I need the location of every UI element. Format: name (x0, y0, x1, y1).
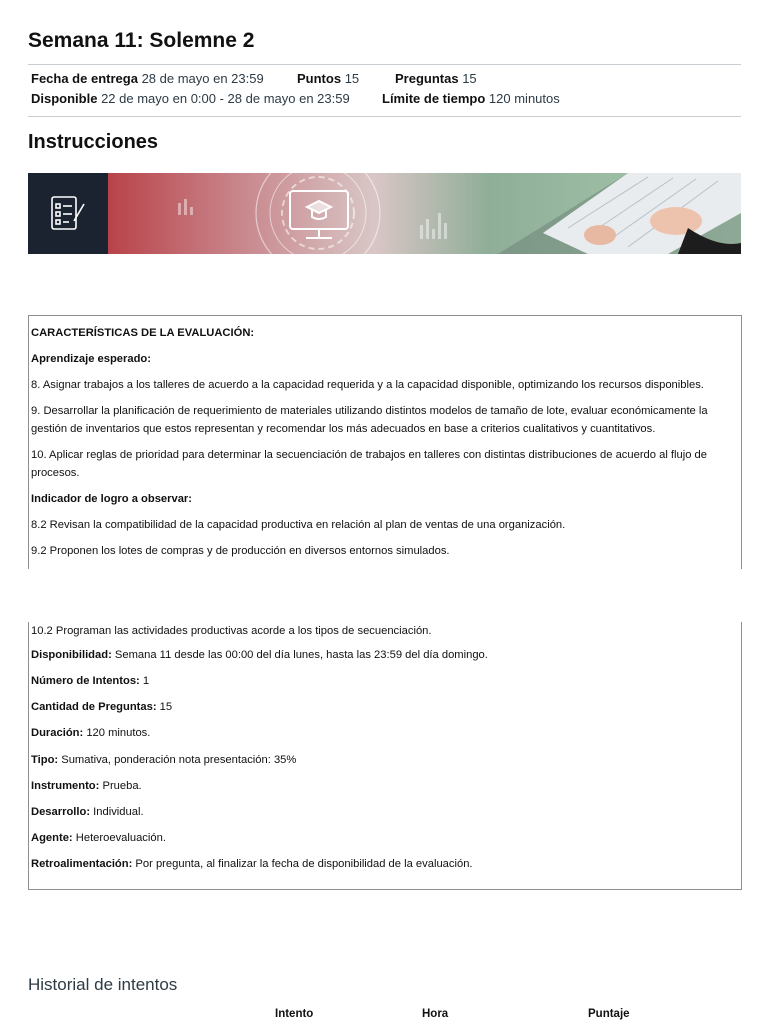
field-agent: Agente: Heteroevaluación. (31, 832, 166, 844)
questions-value: 15 (462, 71, 477, 86)
due-label: Fecha de entrega (31, 71, 138, 86)
available-label: Disponible (31, 91, 98, 106)
evaluation-details-box (28, 315, 742, 569)
questions (395, 71, 477, 86)
field-attempts: Número de Intentos: 1 (31, 675, 150, 687)
field-duration: Duración: 120 minutos. (31, 727, 151, 739)
learning-item: 10. Aplicar reglas de prioridad para determinar la secuenciación de trabajos en talleres con distintas distribuciones de acuerdo al flujo de procesos. (31, 449, 707, 479)
time-limit-value: 120 minutos (488, 91, 560, 106)
attempt-history-title: Historial de intentos (28, 975, 178, 994)
indicator-item: 8.2 Revisan la compatibilidad de la capacidad productiva en relación al plan de ventas de una organización. (31, 519, 566, 531)
column-header-time: Hora (422, 1008, 449, 1020)
due-value: 28 de mayo en 23:59 (141, 71, 264, 86)
divider (28, 64, 741, 65)
field-availability: Disponibilidad: Semana 11 desde las 00:00 del día lunes, hasta las 23:59 del día domingo. (31, 649, 488, 661)
quiz-title: Semana 11: Solemne 2 (28, 29, 255, 52)
indicator-heading: Indicador de logro a observar: (31, 493, 193, 505)
field-questions: Cantidad de Preguntas: 15 (31, 701, 173, 713)
time-limit-label: Límite de tiempo (382, 91, 486, 106)
points-value: 15 (344, 71, 360, 86)
features-heading: CARACTERÍSTICAS DE LA EVALUACIÓN: (31, 327, 255, 339)
learning-item: 8. Asignar trabajos a los talleres de acuerdo a la capacidad requerida y a la capacidad disponible, optimizando los recursos disponibles. (31, 379, 704, 391)
column-header-attempt: Intento (275, 1008, 314, 1020)
divider (28, 116, 741, 117)
field-type: Tipo: Sumativa, ponderación nota presentación: 35% (31, 754, 297, 766)
learning-heading: Aprendizaje esperado: (31, 353, 151, 365)
instructions-heading: Instrucciones (28, 131, 159, 153)
field-instrument: Instrumento: Prueba. (31, 780, 142, 792)
available (31, 91, 350, 106)
available-value: 22 de mayo en 0:00 - 28 de mayo en 23:59 (101, 91, 350, 106)
column-header-score: Puntaje (588, 1008, 630, 1020)
learning-item: 9. Desarrollar la planificación de requerimiento de materiales utilizando distintos modelos de tamaño de lote, evaluar económicamente la gestión de inventarios que estos representan y recomendar los más adecuados en base a criterios cualitativos y cuantitativos. (31, 405, 708, 435)
evaluation-details-box-continued (28, 622, 742, 890)
indicator-item: 9.2 Proponen los lotes de compras y de producción en diversos entornos simulados. (31, 545, 450, 557)
questions-label: Preguntas (395, 71, 459, 86)
points (297, 71, 359, 86)
instructions-banner (28, 173, 741, 254)
due-date (31, 71, 264, 86)
field-development: Desarrollo: Individual. (31, 806, 144, 818)
indicator-item: 10.2 Programan las actividades productivas acorde a los tipos de secuenciación. (31, 625, 432, 637)
field-feedback: Retroalimentación: Por pregunta, al finalizar la fecha de disponibilidad de la evaluación. (31, 858, 473, 870)
time-limit (382, 91, 560, 106)
points-label: Puntos (297, 71, 342, 86)
